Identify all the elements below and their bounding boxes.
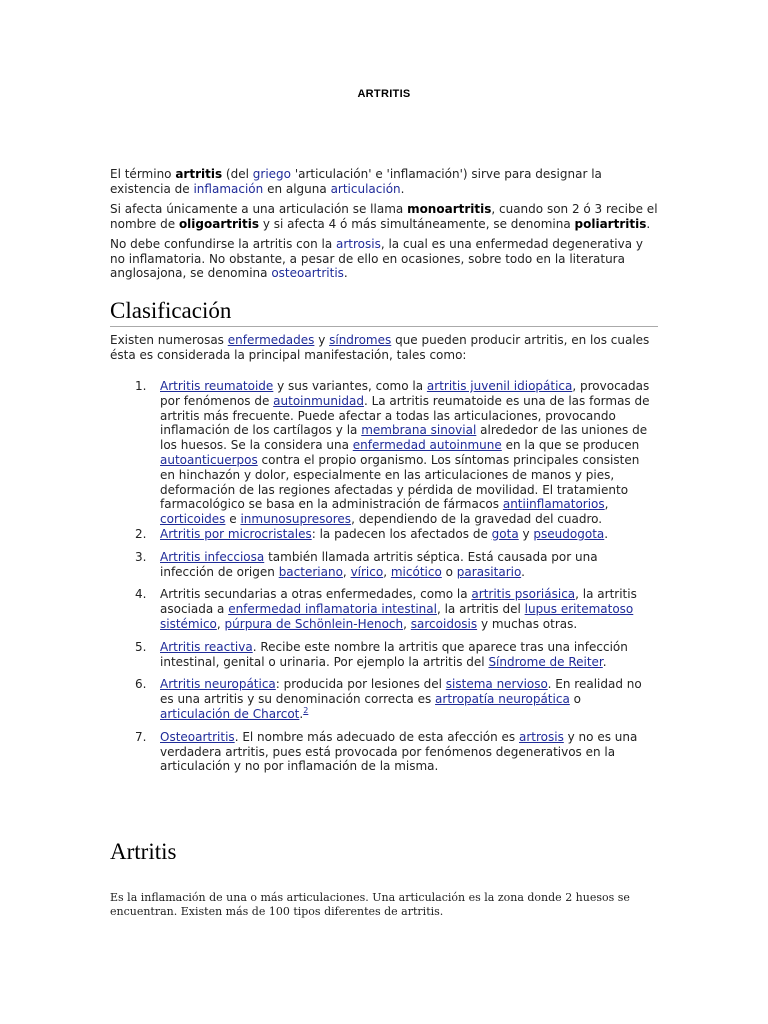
term-oligoartritis: oligoartritis <box>178 216 260 231</box>
link-inmunosupresores[interactable]: inmunosupresores <box>240 512 352 527</box>
link-enfermedad-autoinmune[interactable]: enfermedad autoinmune <box>352 438 502 453</box>
intro-paragraph-2: Si afecta únicamente a una articulación se llama monoartritis, cuando son 2 ó 3 recibe el nombre de oligoartritis y si afecta 4 ó más simultáneamente, se denomina poliartritis. <box>110 202 658 231</box>
footnote-link-2[interactable]: 2 <box>303 705 309 715</box>
link-osteoartritis-item[interactable]: Osteoartritis <box>160 729 235 744</box>
link-micotico[interactable]: micótico <box>390 564 442 579</box>
link-parasitario[interactable]: parasitario <box>456 564 522 579</box>
link-sindromes[interactable]: síndromes <box>329 333 392 347</box>
section-heading-clasificacion: Clasificación <box>110 298 658 327</box>
link-artritis-reactiva[interactable]: Artritis reactiva <box>160 639 253 654</box>
link-griego[interactable]: griego <box>252 167 291 181</box>
link-sistema-nervioso[interactable]: sistema nervioso <box>445 677 548 692</box>
list-item: 7. Osteoartritis. El nombre más adecuado de esta afección es artrosis y no es una verdadera artritis, pues está provocada por fenómenos degenerativos en la articulación y no por inflamación de la misma. <box>135 729 638 774</box>
link-artrosis-item[interactable]: artrosis <box>518 729 564 744</box>
link-artritis-psoriasica[interactable]: artritis psoriásica <box>471 587 576 602</box>
link-articulacion[interactable]: articulación <box>330 181 401 196</box>
link-inflamacion[interactable]: inflamación <box>193 181 264 196</box>
link-bacteriano[interactable]: bacteriano <box>278 564 343 579</box>
link-artritis-infecciosa[interactable]: Artritis infecciosa <box>160 549 265 564</box>
list-item: 3. Artritis infecciosa también llamada artritis séptica. Está causada por una infección de origen bacteriano, vírico, micótico o parasitario. <box>135 549 598 579</box>
link-osteoartritis[interactable]: osteoartritis <box>271 266 344 280</box>
link-autoinmunidad[interactable]: autoinmunidad <box>273 393 364 408</box>
link-artrosis[interactable]: artrosis <box>336 237 381 251</box>
link-artritis-microcristales[interactable]: Artritis por microcristales <box>160 526 312 541</box>
term-monoartritis: monoartritis <box>407 202 492 216</box>
link-corticoides[interactable]: corticoides <box>160 512 226 527</box>
intro-section <box>110 167 660 281</box>
link-artropatia-neuropatica[interactable]: artropatía neuropática <box>435 692 570 707</box>
link-artritis-reumatoide[interactable]: Artritis reumatoide <box>160 379 274 393</box>
link-enfermedad-inflamatoria-intestinal[interactable]: enfermedad inflamatoria intestinal <box>228 602 437 617</box>
term-poliartritis: poliartritis <box>574 216 647 231</box>
intro-paragraph-1: El término artritis (del griego 'articulación' e 'inflamación') sirve para designar la existencia de inflamación en alguna articulación. <box>110 167 602 196</box>
artritis-paragraph: Es la inflamación de una o más articulaciones. Una articulación es la zona donde 2 huesos se encuentran. Existen más de 100 tipos diferentes de artritis. <box>110 891 630 918</box>
section-heading-artritis: Artritis <box>110 839 177 864</box>
link-articulacion-de-charcot[interactable]: articulación de Charcot <box>160 706 300 721</box>
clasificacion-intro: Existen numerosas enfermedades y síndromes que pueden producir artritis, en los cuales ésta es considerada la principal manifestación, tales como: <box>110 333 650 362</box>
list-item: 5. Artritis reactiva. Recibe este nombre la artritis que aparece tras una infección intestinal, genital o urinaria. Por ejemplo la artritis del Síndrome de Reiter. <box>135 639 628 669</box>
document-title: ARTRITIS <box>357 88 411 100</box>
list-item: 2. Artritis por microcristales: la padecen los afectados de gota y pseudogota. <box>135 526 609 541</box>
list-item: 4. Artritis secundarias a otras enfermedades, como la artritis psoriásica, la artritis asociada a enfermedad inflamatoria intestinal, la artritis del lupus eritematoso sistémico, púrpura de Schönlein-Henoch, sarcoidosis y muchas otras. <box>135 587 637 631</box>
list-item: 1. Artritis reumatoide y sus variantes, como la artritis juvenil idiopática, provocadas por fenómenos de autoinmunidad. La artritis reumatoide es una de las formas de artritis más frecuente. Puede afectar a todas las articulaciones, provocando inflamación de los cartílagos y la membrana sinovial alrededor de las uniones de los huesos. Se la considera una enfermedad autoinmune en la que se producen autoanticuerpos contra el propio organismo. Los síntomas principales consisten en hinchazón y dolor, especialmente en las articulaciones de manos y pies, deformación de las regiones afectadas y pérdida de movilidad. El tratamiento farmacológico se basa en la administración de fármacos antiinflamatorios, corticoides e inmunosupresores, dependiendo de la gravedad del cuadro. <box>135 379 650 527</box>
link-antiinflamatorios[interactable]: antiinflamatorios <box>502 497 605 512</box>
list-item: 6. Artritis neuropática: producida por lesiones del sistema nervioso. En realidad no es una artritis y su denominación correcta es artropatía neuropática o articulación de Charcot.$^2$ <box>135 677 642 721</box>
link-purpura-schonlein-henoch[interactable]: púrpura de Schönlein-Henoch <box>224 616 404 631</box>
link-sarcoidosis[interactable]: sarcoidosis <box>410 616 478 631</box>
link-artritis-juvenil-idiopatica[interactable]: artritis juvenil idiopática <box>426 379 573 393</box>
link-artritis-neuropatica[interactable]: Artritis neuropática <box>160 677 276 692</box>
link-gota[interactable]: gota <box>491 526 519 541</box>
link-autoanticuerpos[interactable]: autoanticuerpos <box>160 452 258 467</box>
link-pseudogota[interactable]: pseudogota <box>533 526 605 541</box>
link-sindrome-de-reiter[interactable]: Síndrome de Reiter <box>488 654 603 669</box>
clasificacion-list <box>110 379 650 782</box>
link-membrana-sinovial[interactable]: membrana sinovial <box>361 423 477 438</box>
link-enfermedades[interactable]: enfermedades <box>227 333 315 347</box>
term-artritis: artritis <box>175 167 223 181</box>
link-virico[interactable]: vírico <box>350 564 384 579</box>
link-lupus-eritematoso-sistemico[interactable]: lupus eritematoso sistémico <box>160 602 634 631</box>
intro-paragraph-3: No debe confundirse la artritis con la artrosis, la cual es una enfermedad degenerativa y no inflamatoria. No obstante, a pesar de ello en ocasiones, sobre todo en la literatura anglosajona, se denomina osteoartritis. <box>110 237 643 280</box>
